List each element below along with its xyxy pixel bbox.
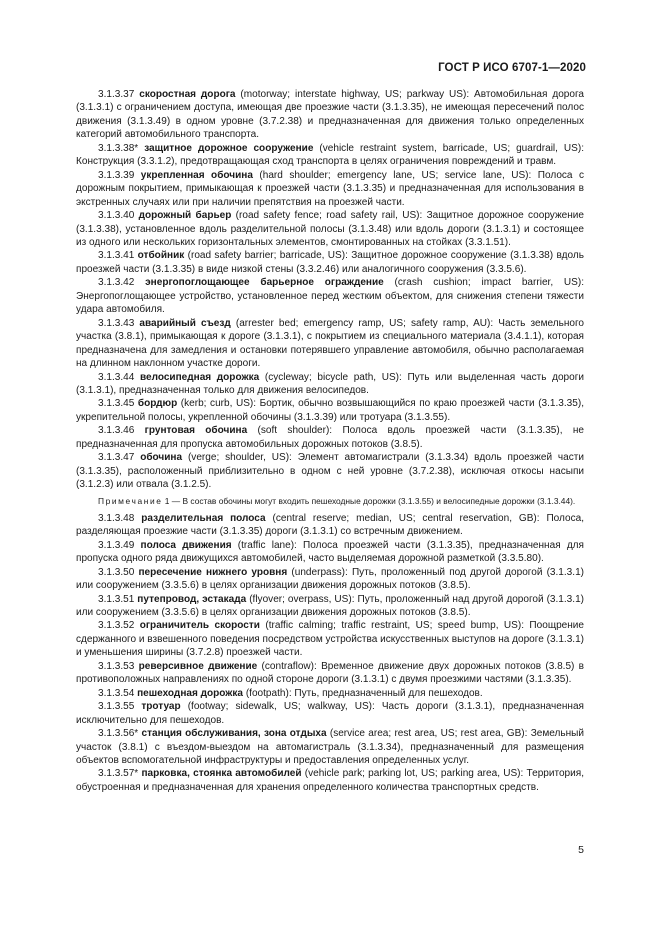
term-entry	[76, 209, 584, 249]
document-body	[76, 88, 584, 794]
entry-definition: (service area; rest area, US; rest area, GB): Земельный участок (3.8.1) с въездом-выездом на автомагистраль (3.1.3.34), предназначенный для размещения объектов вспомогательной инфраструктуры и предоставления определенных услуг.	[76, 728, 584, 766]
entry-definition: (motorway; interstate highway, US; parkway US): Автомобильная дорога (3.1.3.1) с ограничением доступа, имеющая две проезжие части (3.1.3.35), не имеющая пересечений полос движения (3.1.3.49) в одном уровне (3.7.2.38) и предназначенная для движения только определенных категорий автомобильного транспорта.	[76, 89, 585, 141]
entry-definition: (vehicle park; parking lot, US; parking area, US): Территория, обустроенная и предназначенная для хранения определенного количества транспортных средств.	[76, 768, 584, 793]
term-entry	[76, 397, 584, 424]
entry-term: станция обслуживания, зона отдыха	[141, 728, 327, 740]
entry-definition: (traffic calming; traffic restraint, US; speed bump, US): Поощрение сдержанного и взвешенного поведения посредством устройства искусственных выступов на дороге (3.1.3.1) и уменьшения ширины (3.7.2.8) проезжей части.	[76, 620, 585, 659]
entry-term: обочина	[140, 452, 183, 464]
entry-term: дорожный барьер	[138, 210, 232, 222]
entry-definition: (vehicle restraint system, barricade, US; guardrail, US): Конструкция (3.3.1.2), предотвращающая сход транспорта в целях ограничения повреждений и травм.	[76, 142, 584, 168]
entry-number: 3.1.3.45	[98, 398, 135, 410]
term-entry	[76, 727, 584, 767]
entry-term: бордюр	[137, 398, 178, 410]
entry-number: 3.1.3.52	[98, 620, 135, 632]
entry-number: 3.1.3.37	[98, 89, 135, 100]
term-entry	[76, 700, 584, 727]
entry-number: 3.1.3.50	[98, 566, 135, 578]
term-entry	[76, 619, 584, 659]
note-label: Примечание	[98, 495, 163, 506]
entry-term: пешеходная дорожка	[137, 687, 244, 699]
entry-definition: (soft shoulder): Полоса вдоль проезжей части (3.1.3.35), не предназначенная для пропуска автомобильных дорожных потоков (3.8.5).	[76, 425, 585, 450]
entry-number: 3.1.3.43	[98, 317, 135, 329]
entry-definition: (traffic lane): Полоса проезжей части (3.1.3.35), предназначенная для пропуска одного ряда движущихся автомобилей, часто выделяемая дорожной разметкой (3.3.5.80).	[76, 539, 584, 565]
entry-number: 3.1.3.42	[98, 277, 135, 289]
term-entry	[76, 142, 584, 169]
entry-term: грунтовая обочина	[144, 425, 248, 437]
term-entry	[76, 767, 584, 794]
entry-term: скоростная дорога	[139, 89, 236, 100]
entry-number: 3.1.3.40	[98, 210, 135, 222]
entry-term: путепровод, эстакада	[137, 593, 247, 605]
term-entry	[76, 424, 584, 451]
note-text: 1 — В состав обочины могут входить пешеходные дорожки (3.1.3.55) и велосипедные дорожки (3.1.3.44).	[162, 495, 576, 506]
entry-number: 3.1.3.41	[98, 250, 135, 262]
entry-term: тротуар	[141, 701, 181, 713]
term-entry	[76, 451, 584, 491]
page-number: 5	[578, 844, 584, 856]
entry-term: укрепленная обочина	[140, 169, 253, 181]
entry-definition: (flyover; overpass, US): Путь, проложенный над другой дорогой (3.1.3.1) или сооружением (3.3.5.6) в целях организации движения дорожных потоков (3.8.5).	[76, 593, 584, 618]
entry-term: велосипедная дорожка	[139, 371, 260, 383]
entry-definition: (kerb; curb, US): Бортик, обычно возвышающийся по краю проезжей части (3.1.3.35), укрепительной полосы, укрепленной обочины (3.1.3.39) или тротуара (3.1.3.55).	[76, 398, 584, 423]
entry-definition: (underpass): Путь, проложенный под другой дорогой (3.1.3.1) или сооружением (3.3.5.6) в целях организации движения дорожных потоков (3.8.5).	[76, 566, 584, 592]
entry-number: 3.1.3.46	[98, 425, 135, 437]
entry-number: 3.1.3.57*	[98, 768, 139, 780]
entry-term: разделительная полоса	[141, 512, 266, 524]
entry-term: парковка, стоянка автомобилей	[141, 768, 302, 780]
term-entry	[76, 169, 584, 209]
entry-definition: (cycleway; bicycle path, US): Путь или выделенная часть дороги (3.1.3.1), предназначенная только для движения велосипедов.	[76, 371, 584, 396]
term-entry	[76, 512, 584, 539]
entry-definition: (crash cushion; impact barrier, US): Энергопоглощающее устройство, установленное перед жестким объектом, для снижения степени тяжести удара автомобиля.	[76, 277, 585, 316]
entry-definition: (contraflow): Временное движение двух дорожных потоков (3.8.5) в противоположных направлениях по одной стороне дороги (3.1.3.1) с двумя проезжими частями (3.1.3.35).	[76, 660, 584, 686]
entry-number: 3.1.3.38*	[98, 142, 139, 154]
entry-number: 3.1.3.48	[98, 512, 135, 524]
entry-definition: (hard shoulder; emergency lane, US; service lane, US): Полоса с дорожным покрытием, примыкающая к проезжей части (3.1.3.35) и предназначенная для использования в экстренных случаях или при наличии препятствия на проезжей части.	[76, 169, 584, 208]
entry-definition: (footpath): Путь, предназначенный для пешеходов.	[243, 687, 483, 699]
entries-part-2	[76, 512, 584, 795]
note	[76, 496, 584, 507]
entry-term: полоса движения	[140, 539, 232, 551]
entry-number: 3.1.3.44	[98, 371, 135, 383]
term-entry	[76, 371, 584, 398]
entry-definition: (road safety barrier; barricade, US): Защитное дорожное сооружение (3.1.3.38) вдоль проезжей части (3.1.3.35) в виде низкой стены (3.3.2.46) или аналогичного сооружения (3.3.5.6).	[76, 250, 584, 275]
entry-number: 3.1.3.47	[98, 452, 135, 464]
term-entry	[76, 566, 584, 593]
standard-header: ГОСТ Р ИСО 6707-1—2020	[438, 62, 586, 74]
entry-definition: (verge; shoulder, US): Элемент автомагистрали (3.1.3.34) вдоль проезжей части (3.1.3.35), расположенный приблизительно в одном с ней уровне (3.7.2.38), исключая откосы насыпи (3.1.2.3) или отвала (3.1.2.5).	[76, 452, 584, 491]
term-entry	[76, 539, 584, 566]
entry-number: 3.1.3.51	[98, 593, 135, 605]
entry-number: 3.1.3.49	[98, 539, 135, 551]
entry-definition: (footway; sidewalk, US; walkway, US): Часть дороги (3.1.3.1), предназначенная исключительно для пешеходов.	[76, 701, 584, 726]
entry-definition: (road safety fence; road safety rail, US): Защитное дорожное сооружение (3.1.3.38), установленное вдоль разделительной полосы (3.1.3.48) или вдоль дороги (3.1.3.1) и состоящее из одного или нескольких горизонтальных элементов, смонтированных на стойках (3.3.1.51).	[76, 210, 584, 248]
term-entry	[76, 687, 584, 700]
entry-number: 3.1.3.54	[98, 687, 135, 699]
entry-definition: (arrester bed; emergency ramp, US; safety ramp, AU): Часть земельного участка (3.8.1), примыкающая к дороге (3.1.3.1), с покрытием из специального материала (3.4.1.1), которая предназначена для замедления и остановки потерявшего управление автомобиля, обычно располагаемая на длинном наклонном участке дороги.	[76, 317, 584, 370]
entry-number: 3.1.3.56*	[98, 728, 139, 740]
entry-term: реверсивное движение	[138, 660, 258, 672]
term-entry	[76, 249, 584, 276]
entry-number: 3.1.3.39	[98, 169, 135, 181]
term-entry	[76, 317, 584, 371]
entry-number: 3.1.3.53	[98, 660, 135, 672]
entry-number: 3.1.3.55	[98, 701, 135, 713]
entries-part-1	[76, 88, 584, 492]
entry-term: ограничитель скорости	[139, 620, 260, 632]
term-entry	[76, 593, 584, 620]
entry-term: аварийный съезд	[139, 317, 231, 329]
entry-term: энергопоглощающее барьерное ограждение	[145, 277, 384, 289]
entry-definition: (central reserve; median, US; central reservation, GB): Полоса, разделяющая проезжие части (3.1.3.35) дороги (3.1.3.1) со встречным движением.	[76, 512, 585, 538]
entry-term: защитное дорожное сооружение	[144, 142, 314, 154]
term-entry	[76, 660, 584, 687]
term-entry	[76, 276, 584, 316]
entry-term: пересечение нижнего уровня	[138, 566, 288, 578]
entry-term: отбойник	[137, 250, 185, 262]
term-entry	[76, 88, 584, 142]
